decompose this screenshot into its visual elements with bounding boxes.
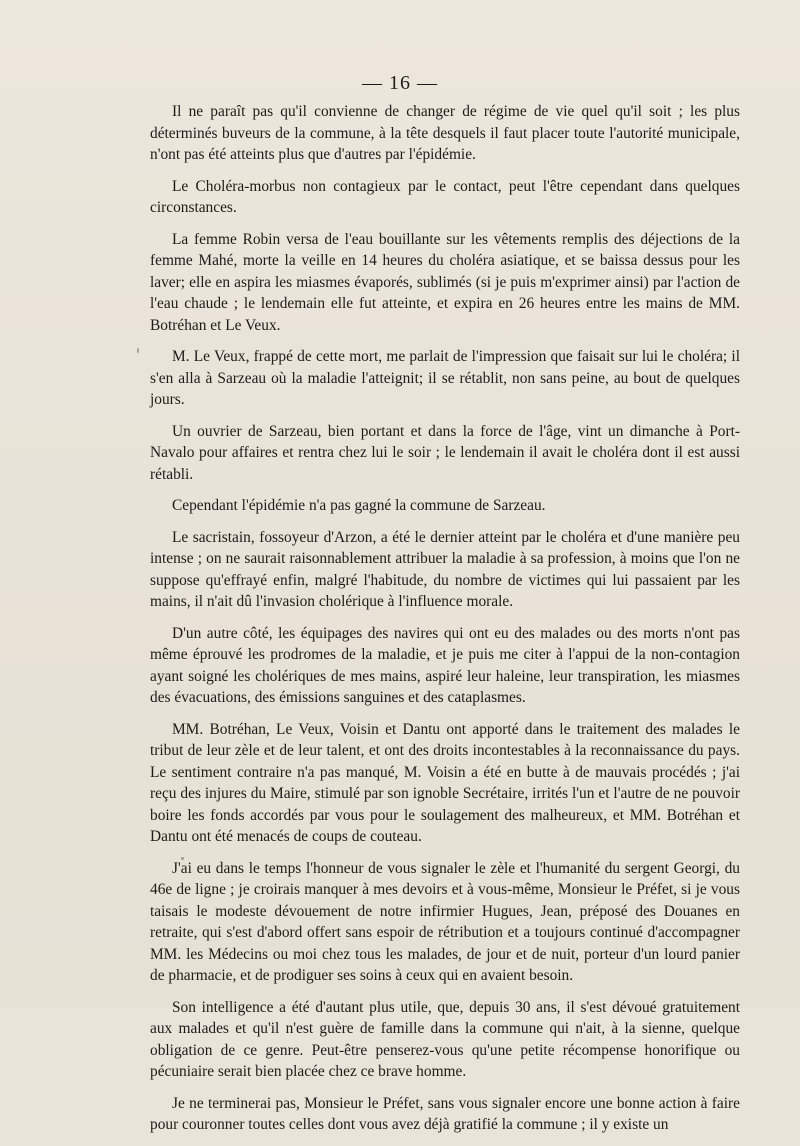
page-number: — 16 —: [362, 72, 438, 94]
paragraph-11: Son intelligence a été d'autant plus utile, que, depuis 30 ans, il s'est dévoué gratuitement aux malades et qu'il n'est guère de famille dans la commune qui n'ait, à la sienne, quelque obligation de ce genre. Peut-être penserez-vous qu'une petite récompense honorifique ou pécuniaire serait bien placée chez ce brave homme.: [150, 998, 740, 1080]
paragraph-9: MM. Botréhan, Le Veux, Voisin et Dantu ont apporté dans le traitement des malades le tribut de leur zèle et de leur talent, et ont des droits incontestables à la reconnaissance du pays. Le sentiment contraire n'a pas manqué, M. Voisin a été en butte à de mauvais procédés ; j'ai reçu des injures du Maire, stimulé par son ignoble Secrétaire, irrités l'un et l'autre de ne pouvoir boire les fonds accordés par vous pour le soulagement des malheureux, et MM. Botréhan et Dantu ont été menacés de coups de couteau.: [150, 720, 740, 845]
paper-speck: [181, 857, 184, 860]
paragraph-4: M. Le Veux, frappé de cette mort, me parlait de l'impression que faisait sur lui le choléra; il s'en alla à Sarzeau où la maladie l'atteignit; il se rétablit, non sans peine, au bout de quelques jours.: [150, 348, 740, 408]
paper-speck: [137, 348, 139, 353]
paragraph-12: Je ne terminerai pas, Monsieur le Préfet, sans vous signaler encore une bonne action à faire pour couronner toutes celles dont vous avez déjà gratifié la commune ; il y existe un: [150, 1094, 740, 1133]
paragraph-6: Cependant l'épidémie n'a pas gagné la commune de Sarzeau.: [172, 497, 546, 514]
paragraph-7: Le sacristain, fossoyeur d'Arzon, a été le dernier atteint par le choléra et d'une manière peu intense ; on ne saurait raisonnablement attribuer la maladie à sa profession, à moins que l'on ne suppose qu'effrayé enfin, malgré l'habitude, du nombre de victimes qui lui passaient par les mains, il n'ait dû l'invasion cholérique à l'influence morale.: [150, 528, 740, 610]
paragraph-3: La femme Robin versa de l'eau bouillante sur les vêtements remplis des déjections de la femme Mahé, morte la veille en 14 heures du choléra asiatique, et se baissa dessus pour les laver; elle en aspira les miasmes évaporés, sublimés (si je puis m'exprimer ainsi) par l'action de l'eau chaude ; le lendemain elle fut atteinte, et expira en 26 heures entre les mains de MM. Botréhan et Le Veux.: [150, 230, 740, 334]
body-text: [150, 101, 740, 1146]
paragraph-5: Un ouvrier de Sarzeau, bien portant et dans la force de l'âge, vint un dimanche à Port-Navalo pour affaires et rentra chez lui le soir ; le lendemain il avait le choléra dont il est aussi rétabli.: [150, 422, 740, 483]
paragraph-8: D'un autre côté, les équipages des navires qui ont eu des malades ou des morts n'ont pas même éprouvé les prodromes de la maladie, et je puis me citer à l'appui de la non-contagion ayant soigné les cholériques de mes mains, aspiré leur haleine, leur transpiration, les miasmes des évacuations, des émissions sanguines et des cataplasmes.: [150, 624, 740, 706]
paragraph-2: Le Choléra-morbus non contagieux par le contact, peut l'être cependant dans quelques circonstances.: [150, 177, 740, 216]
paragraph-10: J'ai eu dans le temps l'honneur de vous signaler le zèle et l'humanité du sergent Georgi, du 46e de ligne ; je croirais manquer à mes devoirs et à vous-même, Monsieur le Préfet, si je vous taisais le modeste dévouement de notre infirmier Hugues, Jean, préposé des Douanes en retraite, qui s'est d'abord offert sans espoir de rétribution et a toujours continué d'accompagner MM. les Médecins ou moi chez tous les malades, de jour et de nuit, porteur d'un lourd panier de pharmacie, et de prodiguer ses soins à ceux qui en avaient besoin.: [150, 859, 740, 984]
paragraph-1: Il ne paraît pas qu'il convienne de changer de régime de vie quel qu'il soit ; les plus déterminés buveurs de la commune, à la tête desquels il faut placer toute l'autorité municipale, n'ont pas été atteints plus que d'autres par l'épidémie.: [150, 103, 740, 163]
